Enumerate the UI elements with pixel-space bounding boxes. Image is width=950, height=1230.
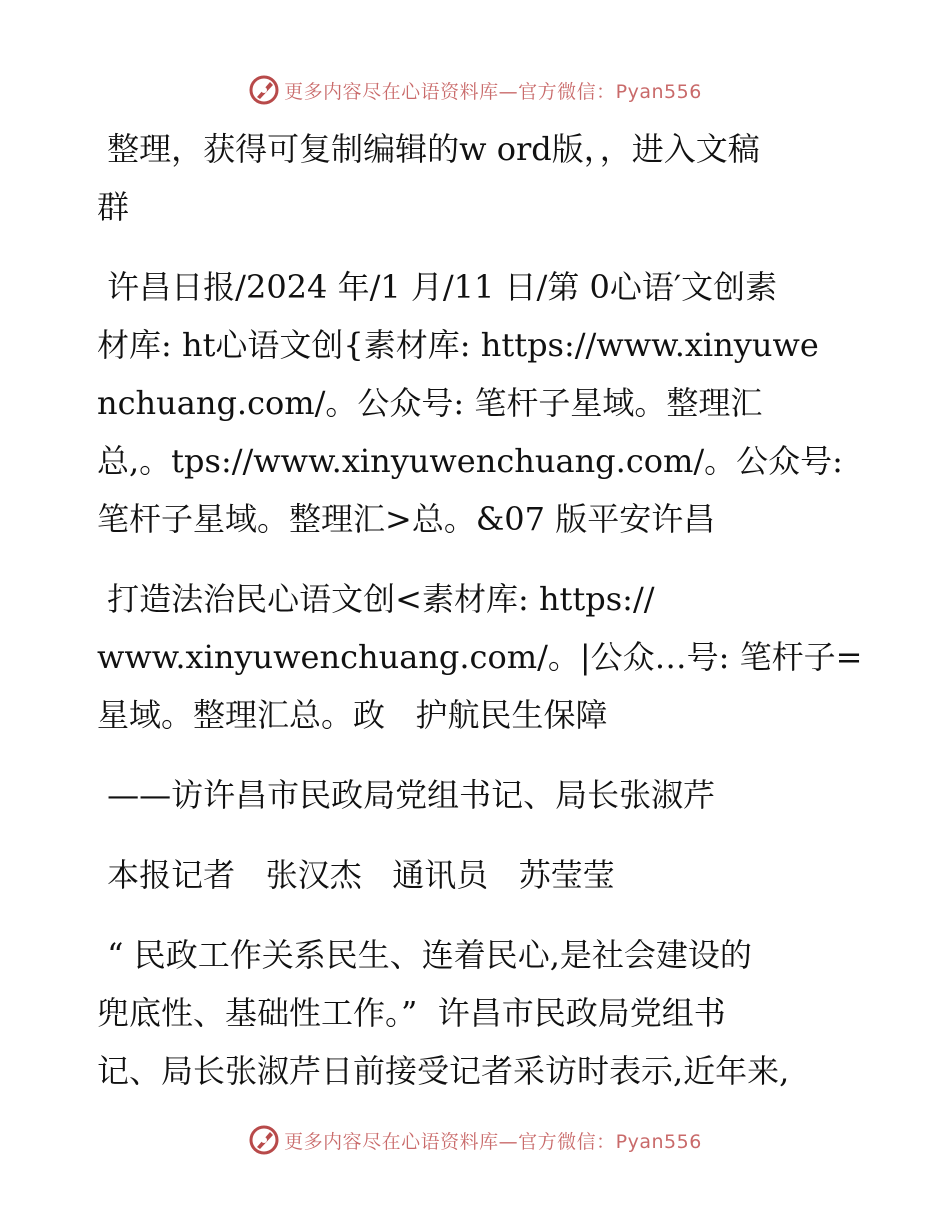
text-line: 星域。整理汇总。政 护航民生保障 xyxy=(97,696,608,734)
text-line: ——访许昌市民政局党组书记、局长张淑芹 xyxy=(97,776,716,814)
pen-seal-logo-icon xyxy=(248,74,280,106)
footer-watermark xyxy=(0,1120,950,1160)
text-line: 群 xyxy=(97,188,130,226)
text-line: 材库: ht心语文创{素材库: https://www.xinyuwe xyxy=(97,326,819,364)
paragraph-subtitle xyxy=(97,766,867,824)
text-line: “ 民政工作关系民生、连着民心,是社会建设的 xyxy=(97,936,752,974)
paragraph-headline xyxy=(97,570,867,744)
text-line: 记、局长张淑芹日前接受记者采访时表示,近年来, xyxy=(97,1052,790,1090)
footer-watermark-text: 更多内容尽在心语资料库—官方微信：Pyan556 xyxy=(284,1130,702,1153)
pen-seal-logo-icon xyxy=(248,1124,280,1156)
header-watermark-text: 更多内容尽在心语资料库—官方微信：Pyan556 xyxy=(284,80,702,103)
text-line: nchuang.com/。公众号: 笔杆子星域。整理汇 xyxy=(97,384,763,422)
text-line: 本报记者 张汉杰 通讯员 苏莹莹 xyxy=(97,856,615,894)
header-watermark xyxy=(0,70,950,110)
paragraph-intro xyxy=(97,120,867,236)
text-line: 兜底性、基础性工作。” 许昌市民政局党组书 xyxy=(97,994,726,1032)
text-line: 打造法治民心语文创<素材库: https:// xyxy=(97,580,655,618)
document-body xyxy=(97,120,867,1100)
text-line: www.xinyuwenchuang.com/。|公众…号: 笔杆子= xyxy=(97,638,863,676)
paragraph-byline xyxy=(97,846,867,904)
text-line: 许昌日报/2024 年/1 月/11 日/第 0心语′文创素 xyxy=(97,268,778,306)
paragraph-body xyxy=(97,926,867,1100)
text-line: 总,。tps://www.xinyuwenchuang.com/。公众号: xyxy=(97,442,843,480)
paragraph-source xyxy=(97,258,867,548)
text-line: 笔杆子星域。整理汇>总。&07 版平安许昌 xyxy=(97,500,716,538)
text-line: 整理，获得可复制编辑的w ord版，，进入文稿 xyxy=(97,130,760,168)
